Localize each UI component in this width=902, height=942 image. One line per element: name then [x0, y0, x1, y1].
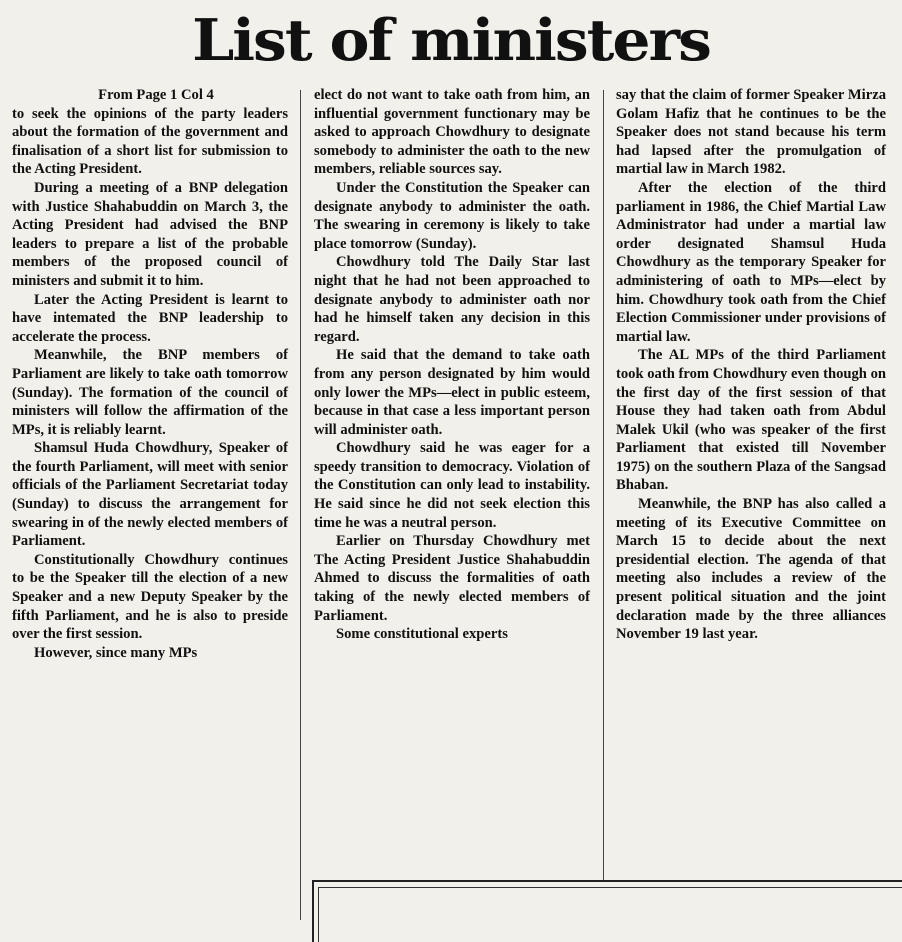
- paragraph: to seek the opinions of the party leaders about the formation of the government and finalisation of a short list for submission to the Acting President.: [12, 105, 288, 178]
- paragraph: Chowdhury said he was eager for a speedy transition to democracy. Violation of the Constitution can only lead to instability. He said since he did not seek election this time he was a neutral person.: [314, 440, 590, 531]
- paragraph: say that the claim of former Speaker Mirza Golam Hafiz that he continues to be the Speaker does not stand because his term had lapsed after the promulgation of martial law in March 1982.: [616, 87, 886, 178]
- paragraph: Constitutionally Chowdhury continues to be the Speaker till the election of a new Speaker and a new Deputy Speaker by the fifth Parliament, and he is also to preside over the first session.: [12, 551, 288, 643]
- column-rule-1: [300, 90, 301, 920]
- paragraph: Meanwhile, the BNP has also called a meeting of its Executive Committee on March 15 to decide about the next presidential election. The agenda of that meeting also includes a review of the present political situation and the joint declaration made by the three alliances November 19 last year.: [616, 496, 886, 643]
- column-2: [314, 86, 590, 644]
- paragraph: Later the Acting President is learnt to have intemated the BNP leadership to accelerate the process.: [12, 291, 288, 345]
- column-3: [616, 86, 886, 644]
- paragraph: elect do not want to take oath from him, an influential government functionary may be asked to approach Chowdhury to designate somebody to administer the oath to the new members, reliable sources say.: [314, 87, 590, 178]
- paragraph: Chowdhury told The Daily Star last night that he had not been approached to designate anybody to administer oath nor had he himself taken any decision in this regard.: [314, 254, 590, 345]
- paragraph: Earlier on Thursday Chowdhury met The Acting President Justice Shahabuddin Ahmed to discuss the formalities of oath taking of the newly elected members of Parliament.: [314, 533, 590, 624]
- paragraph: After the election of the third parliament in 1986, the Chief Martial Law Administrator had under a martial law order designated Shamsul Huda Chowdhury as the temporary Speaker for administering of oath to MPs—elect by him. Chowdhury took oath from the Chief Election Commissioner under provisions of martial law.: [616, 179, 886, 345]
- paragraph: Some constitutional experts: [336, 626, 508, 643]
- adjacent-article-box: [312, 880, 902, 942]
- headline: List of ministers: [192, 7, 710, 75]
- paragraph: Meanwhile, the BNP members of Parliament are likely to take oath tomorrow (Sunday). The formation of the council of ministers will follow the affirmation of the MPs, it is reliably learnt.: [12, 347, 288, 438]
- paragraph: The AL MPs of the third Parliament took oath from Chowdhury even though on the first day of the first session of that House they had taken oath from Abdul Malek Ukil (who was speaker of the first Parliament that existed till November 1975) on the southern Plaza of the Sangsad Bhaban.: [616, 347, 886, 494]
- dateline: From Page 1 Col 4: [98, 87, 214, 103]
- paragraph: Shamsul Huda Chowdhury, Speaker of the fourth Parliament, will meet with senior officials of the Parliament Secretariat today (Sunday) to discuss the arrangement for swearing in of the newly elected members of Parliament.: [12, 440, 288, 550]
- paragraph: However, since many MPs: [34, 644, 198, 661]
- paragraph: Under the Constitution the Speaker can designate anybody to administer the oath. The swearing in ceremony is likely to take place tomorrow (Sunday).: [314, 179, 590, 252]
- paragraph: He said that the demand to take oath from any person designated by him would only lower the MPs—elect in public esteem, because in that case a less important person will administer oath.: [314, 347, 590, 438]
- column-rule-2: [603, 90, 604, 880]
- column-1: [12, 86, 288, 662]
- paragraph: During a meeting of a BNP delegation with Justice Shahabuddin on March 3, the Acting President had advised the BNP leaders to prepare a list of the probable members of the proposed council of ministers and submit it to him.: [12, 179, 288, 289]
- adjacent-article-inner-rule: [318, 887, 902, 942]
